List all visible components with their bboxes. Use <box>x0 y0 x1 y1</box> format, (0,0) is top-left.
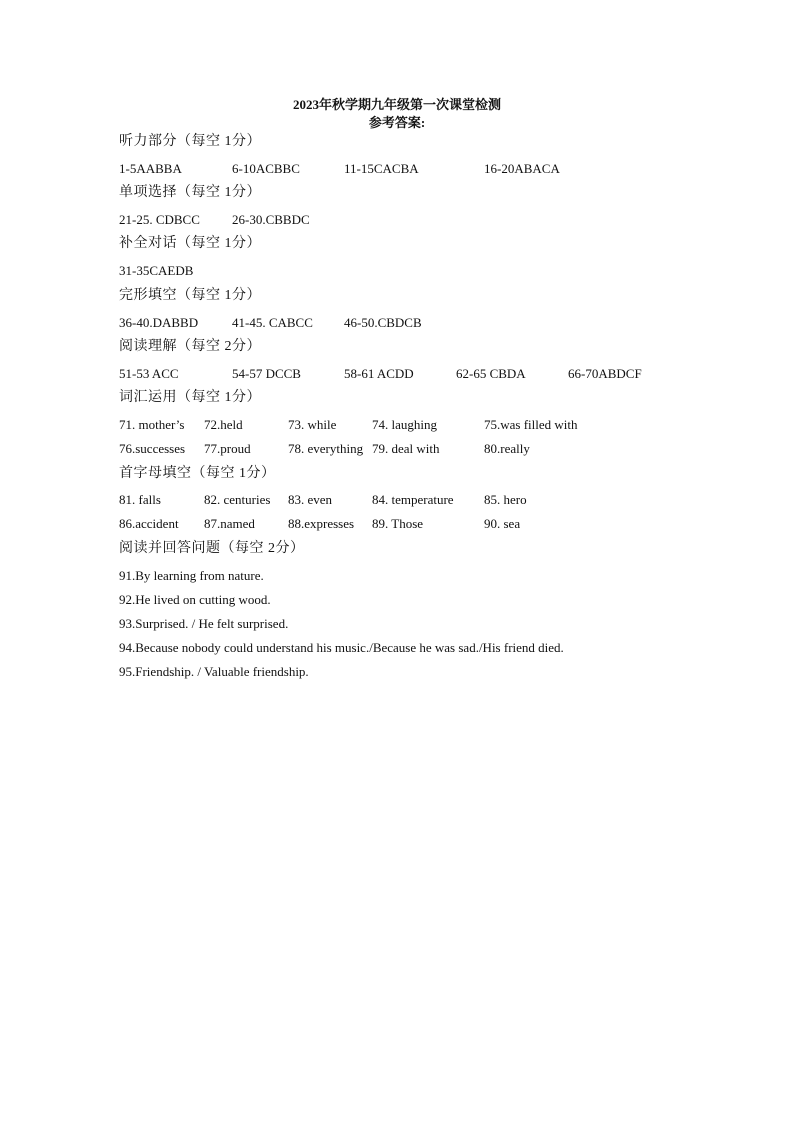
answer-cloze-1: 36-40.DABBD <box>119 315 199 330</box>
answer-vocabulary-80: 80.really <box>484 441 530 456</box>
answer-reading-3: 58-61 ACDD <box>344 366 414 381</box>
section-heading-single-choice: 单项选择（每空 1分） <box>119 185 261 200</box>
answer-vocabulary-77: 77.proud <box>204 441 251 456</box>
answer-vocabulary-74: 74. laughing <box>372 417 437 432</box>
page-title: 2023年秋学期九年级第一次课堂检测 <box>292 97 501 112</box>
answer-initial-88: 88.expresses <box>288 516 355 531</box>
answer-vocabulary-75: 75.was filled with <box>484 417 578 432</box>
answer-reading-5: 66-70ABDCF <box>568 366 642 381</box>
answer-initial-81: 81. falls <box>119 492 161 507</box>
answer-listening-2: 6-10ACBBC <box>232 161 300 176</box>
section-heading-reading: 阅读理解（每空 2分） <box>119 339 261 354</box>
answer-reading-1: 51-53 ACC <box>119 366 179 381</box>
answer-initial-83: 83. even <box>288 492 333 507</box>
answer-initial-87: 87.named <box>204 516 255 531</box>
answer-read-93: 93.Surprised. / He felt surprised. <box>119 616 289 631</box>
section-heading-read-answer: 阅读并回答问题（每空 2分） <box>119 541 305 556</box>
answer-dialogue-1: 31-35CAEDB <box>119 263 194 278</box>
answer-listening-3: 11-15CACBA <box>344 161 419 176</box>
answer-vocabulary-72: 72.held <box>204 417 243 432</box>
answer-initial-82: 82. centuries <box>204 492 271 507</box>
answer-vocabulary-71: 71. mother’s <box>119 417 185 432</box>
answer-single-choice-1: 21-25. CDBCC <box>119 212 200 227</box>
section-heading-listening: 听力部分（每空 1分） <box>119 134 261 149</box>
answer-read-92: 92.He lived on cutting wood. <box>119 592 271 607</box>
section-heading-vocabulary: 词汇运用（每空 1分） <box>119 390 261 405</box>
answer-cloze-2: 41-45. CABCC <box>232 315 313 330</box>
answer-vocabulary-76: 76.successes <box>119 441 186 456</box>
answer-listening-4: 16-20ABACA <box>484 161 560 176</box>
answer-listening-1: 1-5AABBA <box>119 161 182 176</box>
page-subtitle: 参考答案: <box>368 115 426 130</box>
answer-initial-90: 90. sea <box>484 516 521 531</box>
answer-read-91: 91.By learning from nature. <box>119 568 264 583</box>
section-heading-initial-letter: 首字母填空（每空 1分） <box>119 466 276 481</box>
answer-reading-4: 62-65 CBDA <box>456 366 526 381</box>
answer-initial-84: 84. temperature <box>372 492 454 507</box>
answer-vocabulary-78: 78. everything <box>288 441 364 456</box>
answer-read-95: 95.Friendship. / Valuable friendship. <box>119 664 309 679</box>
answer-vocabulary-79: 79. deal with <box>372 441 440 456</box>
answer-initial-85: 85. hero <box>484 492 527 507</box>
section-heading-cloze: 完形填空（每空 1分） <box>119 288 261 303</box>
answer-initial-89: 89. Those <box>372 516 424 531</box>
answer-vocabulary-73: 73. while <box>288 417 337 432</box>
answer-cloze-3: 46-50.CBDCB <box>344 315 422 330</box>
section-heading-dialogue: 补全对话（每空 1分） <box>119 236 261 251</box>
answer-initial-86: 86.accident <box>119 516 179 531</box>
answer-single-choice-2: 26-30.CBBDC <box>232 212 310 227</box>
answer-read-94: 94.Because nobody could understand his music./Because he was sad./His friend died. <box>119 640 564 655</box>
answer-reading-2: 54-57 DCCB <box>232 366 301 381</box>
